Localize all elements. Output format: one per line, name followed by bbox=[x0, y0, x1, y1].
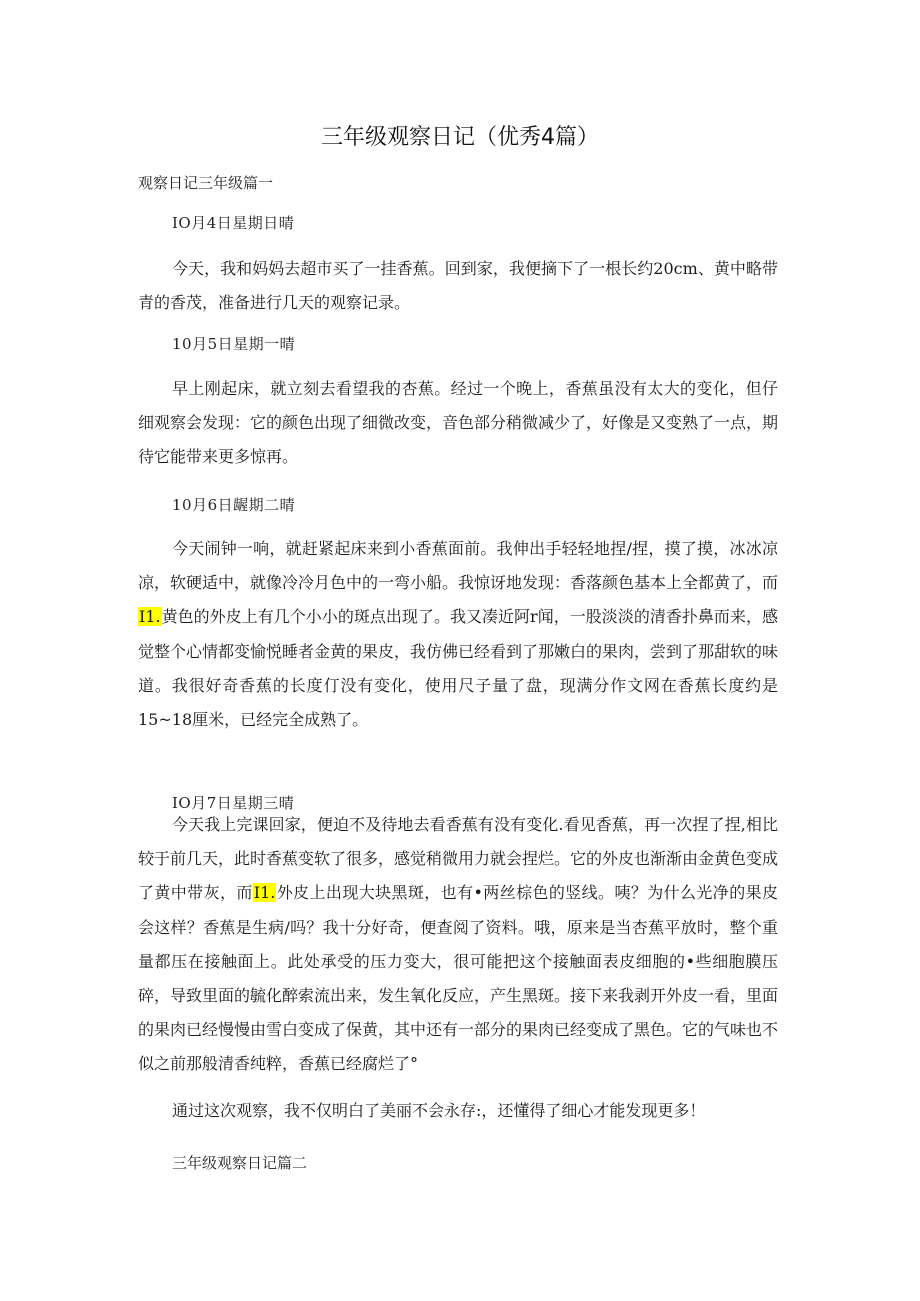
highlighted-text: I1. bbox=[139, 607, 161, 627]
conclusion-text: 通过这次观察，我不仅明白了美丽不会永存:，还懂得了细心才能发现更多！ bbox=[172, 1101, 706, 1120]
entry-date-4: IO月7日星期三晴 bbox=[172, 794, 295, 812]
entry-text-3-part-b: 黄色的外皮上有几个小小的斑点出现了。我又凑近阿r闻，一股淡淡的清香扑鼻而来，感觉整个心情都变愉悦睡者金黄的果皮，我仿佛已经看到了那嫩白的果肉，尝到了那甜软的味道。我很好奇香蕉的长度仃没有变化，使用尺子量了盘，现满分作文网在香蕉长度约是15~18厘米，已经完全成熟了。 bbox=[138, 607, 779, 730]
entry-text-4-part-b: 外皮上出现大块黑斑，也有•两丝棕色的竖线。咦？为什么光净的果皮会这样？香蕉是生病/吗？我十分好奇，便查阅了资料。哦，原来是当杏蕉平放时，整个重量都压在接触面上。此处承受的压力变大，很可能把这个接触面表皮细胞的•些细胞膜压碎，导致里面的毓化醉索流出来，发生氧化反应，产生黑斑。接下来我剥开外皮一看，里面的果肉已经慢慢由雪白变成了保黄，其中还有一部分的果肉已经变成了黑色。它的气味也不似之前那般清香纯粹，香蕉已经腐烂了° bbox=[138, 883, 779, 1074]
section-heading-1: 观察日记三年级篇一 bbox=[138, 174, 274, 192]
entry-text-1: 今天，我和妈妈去超市买了一挂香蕉。回到家，我便摘下了一根长约20cm、黄中略带青的香茂，准备进行几天的观察记录。 bbox=[138, 259, 778, 313]
highlighted-text: I1. bbox=[253, 883, 276, 903]
entry-text-3 bbox=[138, 532, 778, 737]
section-heading-2: 三年级观察日记篇二 bbox=[172, 1154, 308, 1172]
document-title: 三年级观察日记（优秀4篇） bbox=[321, 125, 599, 150]
entry-text-4-part-a: 今天我上完课回家，便迫不及待地去看香蕉有没有变化.看见香蕉，再一次捏了捏,相比较于前几天，此时香蕉变软了很多，感觉稍微用力就会捏烂。它的外皮也渐渐由金黄色变成了黄中带灰，而 bbox=[138, 815, 779, 903]
entry-text-4 bbox=[138, 808, 778, 1082]
entry-date-2: 10月5日星期一晴 bbox=[172, 335, 296, 353]
entry-text-3-part-a: 今天闹钟一响，就赶紧起床来到小香蕉面前。我伸出手轻轻地捏/捏，摸了摸，冰冰凉凉，软硬适中，就像冷冷月色中的一弯小船。我惊讶地发现：香落颜色基本上全都黄了，而 bbox=[138, 539, 779, 593]
entry-date-1: IO月4日星期日晴 bbox=[172, 214, 295, 232]
entry-text-2: 早上刚起床，就立刻去看望我的杏蕉。经过一个晚上，香蕉虽没有太大的变化，但仔细观察会发现：它的颜色出现了细微改变，音色部分稍微减少了，好像是又变熟了一点，期待它能带来更多惊再。 bbox=[138, 379, 779, 467]
entry-date-3: 10月6日龌期二晴 bbox=[172, 496, 296, 514]
